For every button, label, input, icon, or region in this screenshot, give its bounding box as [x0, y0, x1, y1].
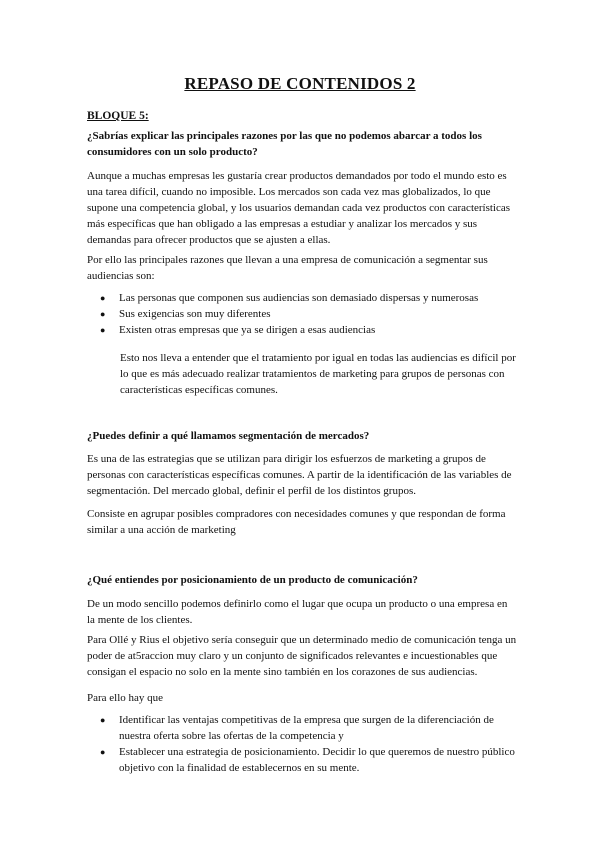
list-item: ● Establecer una estrategia de posicionamiento. Decidir lo que queremos de nuestro público objetivo con la finalidad de establecernos en su mente. — [87, 744, 517, 776]
question-1: ¿Sabrías explicar las principales razones por las que no podemos abarcar a todos los consumidores con un solo producto? — [87, 130, 482, 158]
list-item: ● Las personas que componen sus audiencias son demasiado dispersas y numerosas — [87, 290, 517, 306]
answer-3-paragraph-3: Para ello hay que — [87, 692, 164, 704]
list-item: ● Sus exigencias son muy diferentes — [87, 306, 517, 322]
list-item: ● Identificar las ventajas competitivas de la empresa que surgen de la diferenciación de nuestra oferta sobre las ofertas de la competencia y — [87, 712, 517, 744]
question-3: ¿Qué entiendes por posicionamiento de un producto de comunicación? — [87, 574, 418, 586]
page-title: REPASO DE CONTENIDOS 2 — [184, 74, 416, 93]
answer-1-paragraph-2: Por ello las principales razones que llevan a una empresa de comunicación a segmentar sus audiencias son: — [87, 254, 488, 282]
answer-3-paragraph-2: Para Ollé y Rius el objetivo sería conseguir que un determinado medio de comunicación tenga un poder de at5raccion muy claro y un conjunto de significados relevantes e incuestionables que consigan el espacio no solo en la mente sino también en los corazones de sus audiencias. — [87, 634, 517, 678]
answer-3-paragraph-1: De un modo sencillo podemos definirlo como el lugar que ocupa un producto o una empresa en la mente de los clientes. — [87, 598, 508, 626]
block-label: BLOQUE 5: — [87, 110, 149, 122]
answer-2-paragraph-2: Consiste en agrupar posibles compradores con necesidades comunes y que respondan de forma similar a una acción de marketing — [87, 508, 506, 536]
answer-1-paragraph-1: Aunque a muchas empresas les gustaría crear productos demandados por todo el mundo esto es una tarea difícil, cuando no imposible. Los mercados son cada vez mas globalizados, lo que supone una competencia global, y los usuarios demandan cada vez productos con características más específicas que han obligado a las empresas a estudiar y analizar los mercados y sus demandas para ofrecer productos que se ajusten a ellas. — [87, 170, 511, 246]
answer-1-paragraph-3: Esto nos lleva a entender que el tratamiento por igual en todas las audiencias es difícil por lo que es más adecuado realizar tratamientos de marketing para grupos de personas con características específicas comunes. — [120, 352, 516, 396]
answer-3-bullet-list — [87, 712, 517, 776]
answer-1-bullet-list — [87, 290, 517, 338]
answer-2-paragraph-1: Es una de las estrategias que se utilizan para dirigir los esfuerzos de marketing a grupos de personas con características específicas comunes. A partir de la identificación de las variables de segmentación. Del mercado global, definir el perfil de los distintos grupos. — [87, 453, 512, 497]
list-item: ● Existen otras empresas que ya se dirigen a esas audiencias — [87, 322, 517, 338]
question-2: ¿Puedes definir a qué llamamos segmentación de mercados? — [87, 430, 370, 442]
